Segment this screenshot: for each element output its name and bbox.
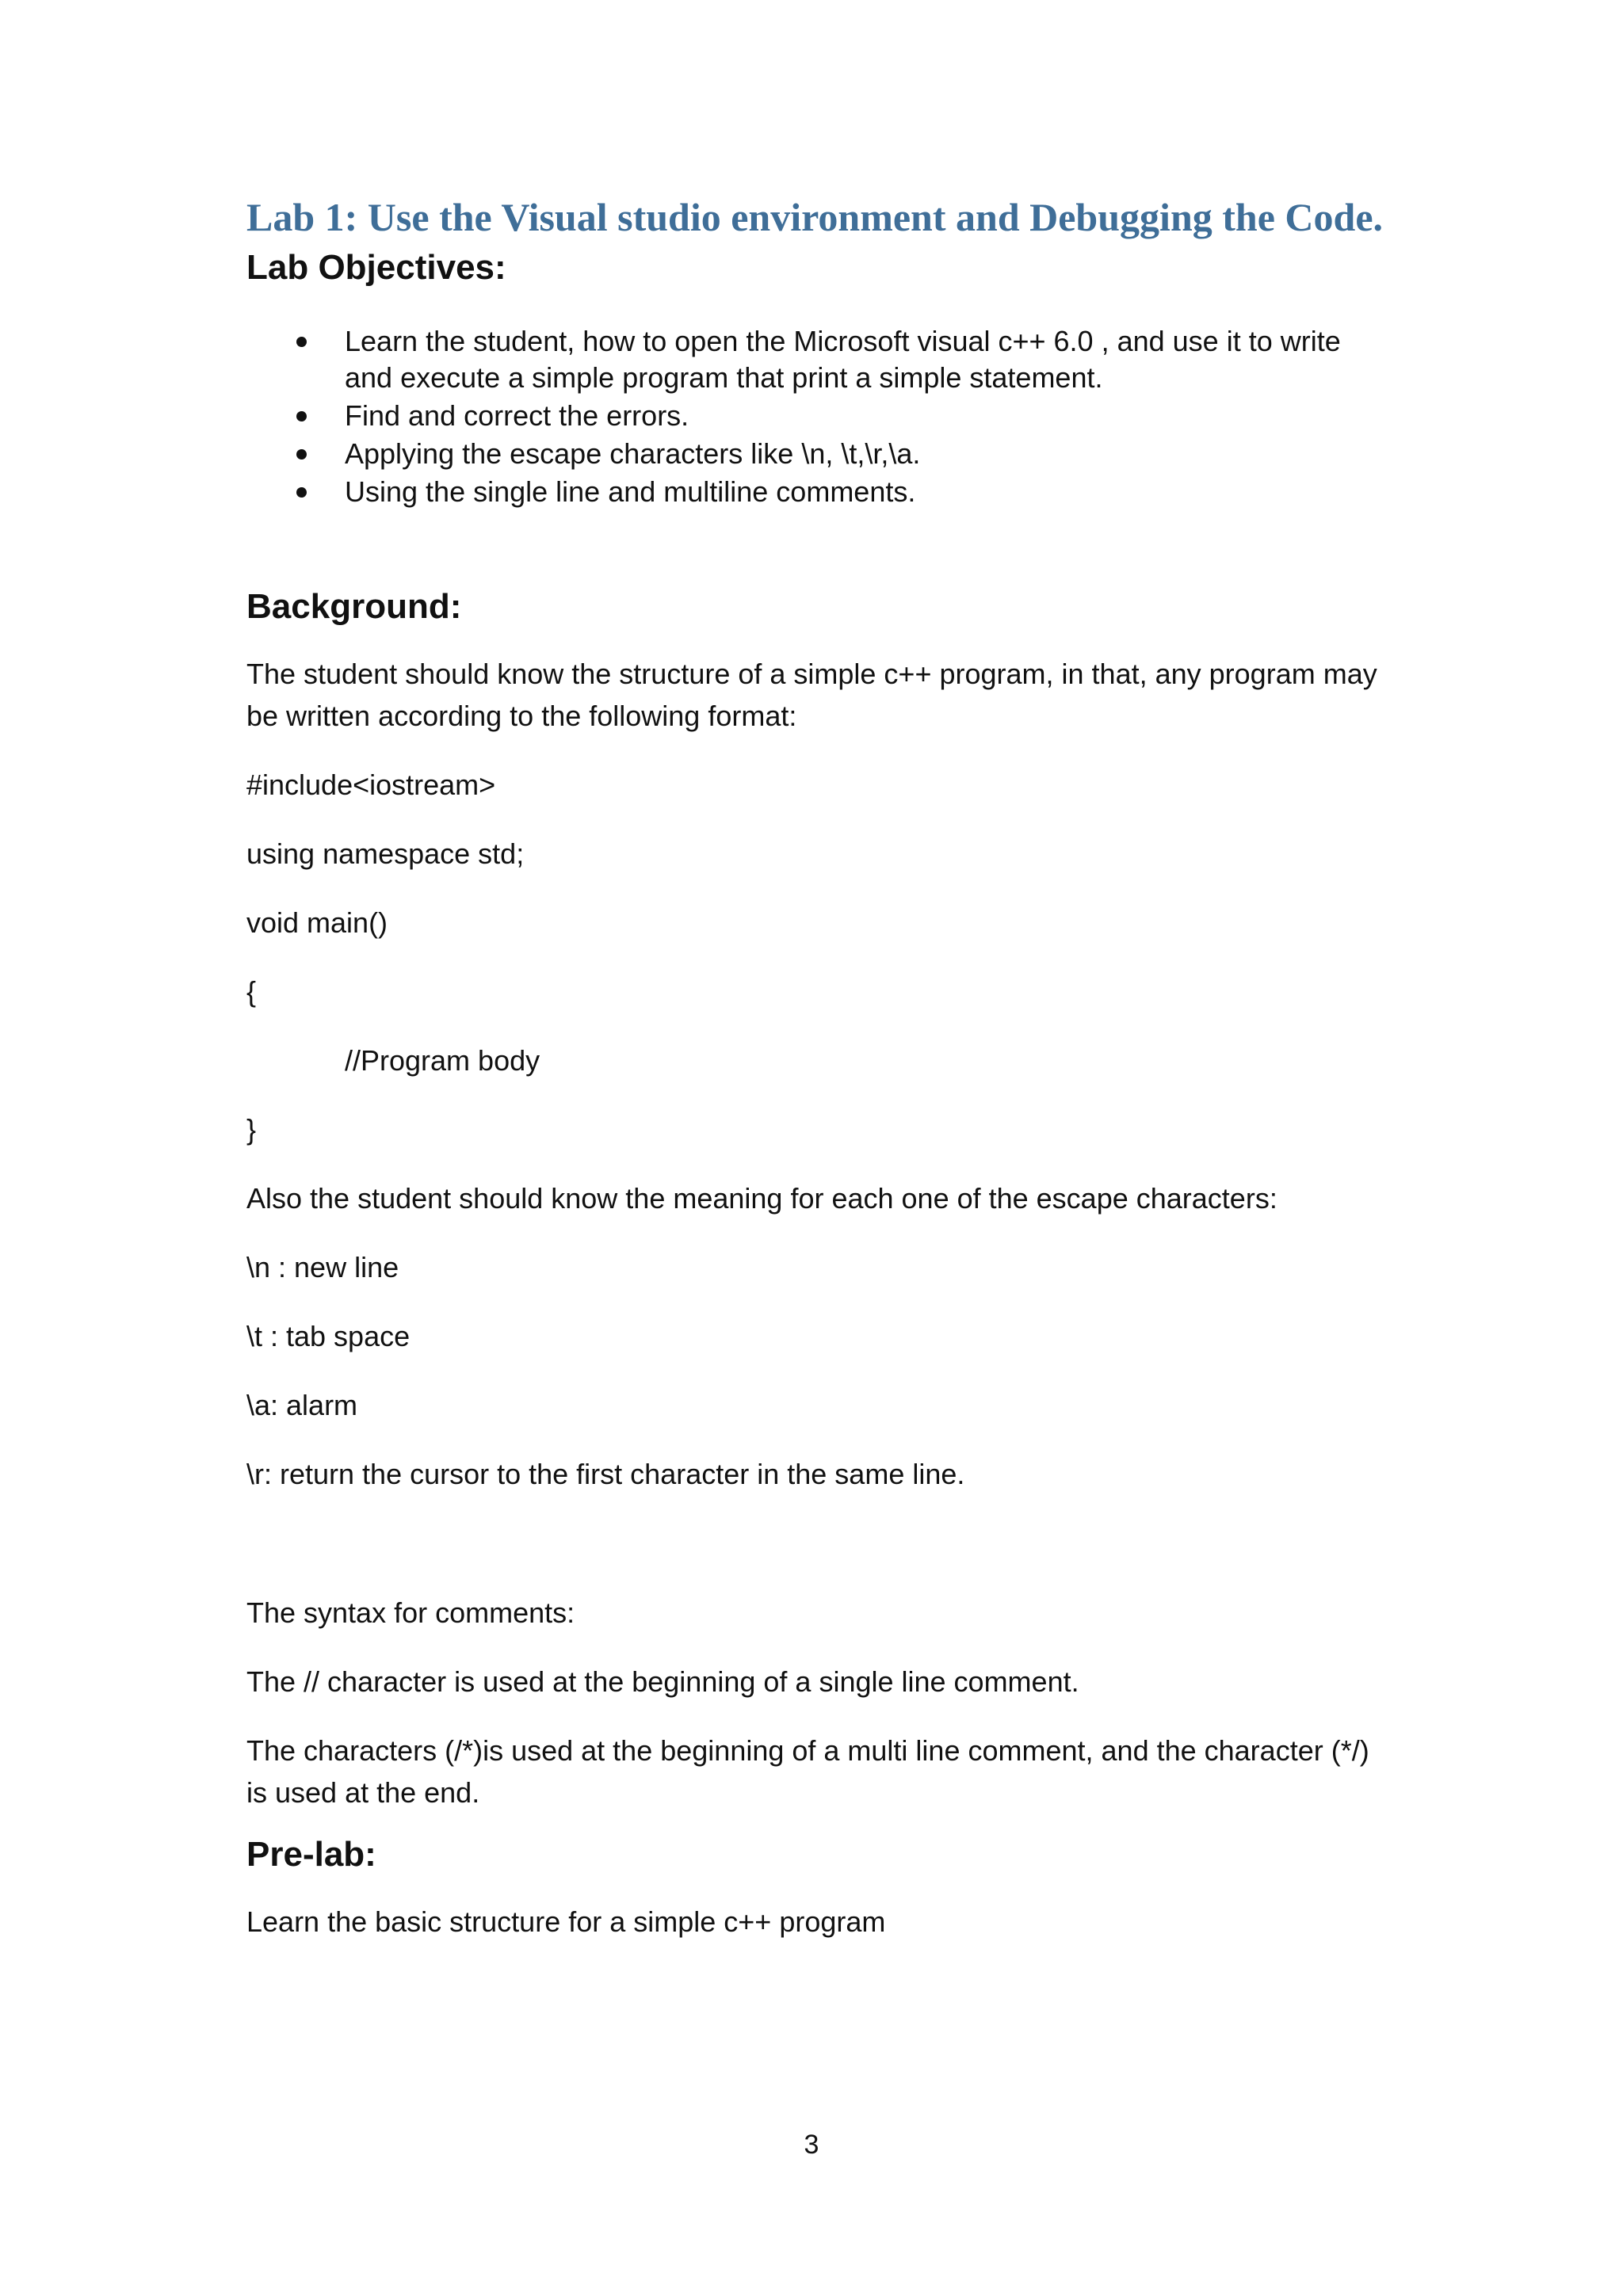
objective-text: Using the single line and multiline comments. bbox=[345, 475, 916, 508]
code-line: using namespace std; bbox=[246, 837, 525, 870]
background-intro: The student should know the structure of a simple c++ program, in that, any program may be written according to the following format: bbox=[246, 658, 1377, 732]
code-line: { bbox=[246, 975, 257, 1008]
list-item bbox=[246, 436, 1388, 472]
escape-item: \n : new line bbox=[246, 1251, 399, 1283]
objective-text: Learn the student, how to open the Microsoft visual c++ 6.0 , and use it to write and execute a simple program that print a simple statement. bbox=[345, 325, 1341, 394]
comment-multi: The characters (/*)is used at the beginning of a multi line comment, and the character (*/) is used at the end. bbox=[246, 1734, 1369, 1809]
escape-item: \r: return the cursor to the first character in the same line. bbox=[246, 1458, 965, 1490]
objectives-heading: Lab Objectives: bbox=[246, 248, 506, 287]
bullet-icon bbox=[296, 337, 307, 347]
code-line: void main() bbox=[246, 906, 388, 939]
list-item bbox=[246, 323, 1388, 396]
prelab-heading: Pre-lab: bbox=[246, 1835, 376, 1874]
page-content bbox=[246, 190, 1388, 1970]
code-line: //Program body bbox=[345, 1044, 540, 1077]
page-number: 3 bbox=[804, 2130, 819, 2160]
list-item bbox=[246, 398, 1388, 434]
bullet-icon bbox=[296, 487, 307, 498]
code-line: } bbox=[246, 1113, 257, 1146]
comment-single: The // character is used at the beginning of a single line comment. bbox=[246, 1665, 1079, 1698]
background-section bbox=[246, 653, 1388, 1814]
objectives-list bbox=[246, 323, 1388, 510]
escape-item: \t : tab space bbox=[246, 1320, 411, 1352]
objective-text: Find and correct the errors. bbox=[345, 399, 689, 432]
code-line: #include<iostream> bbox=[246, 769, 496, 801]
prelab-text: Learn the basic structure for a simple c++ program bbox=[246, 1905, 886, 1938]
escape-item: \a: alarm bbox=[246, 1389, 358, 1421]
bullet-icon bbox=[296, 449, 307, 460]
comments-intro: The syntax for comments: bbox=[246, 1596, 575, 1629]
lab-title: Lab 1: Use the Visual studio environment and Debugging the Code. bbox=[246, 195, 1384, 239]
objective-text: Applying the escape characters like \n, \t,\r,\a. bbox=[345, 437, 921, 470]
bullet-icon bbox=[296, 411, 307, 421]
list-item bbox=[246, 474, 1388, 510]
background-heading: Background: bbox=[246, 587, 462, 626]
escape-intro: Also the student should know the meaning for each one of the escape characters: bbox=[246, 1182, 1277, 1215]
